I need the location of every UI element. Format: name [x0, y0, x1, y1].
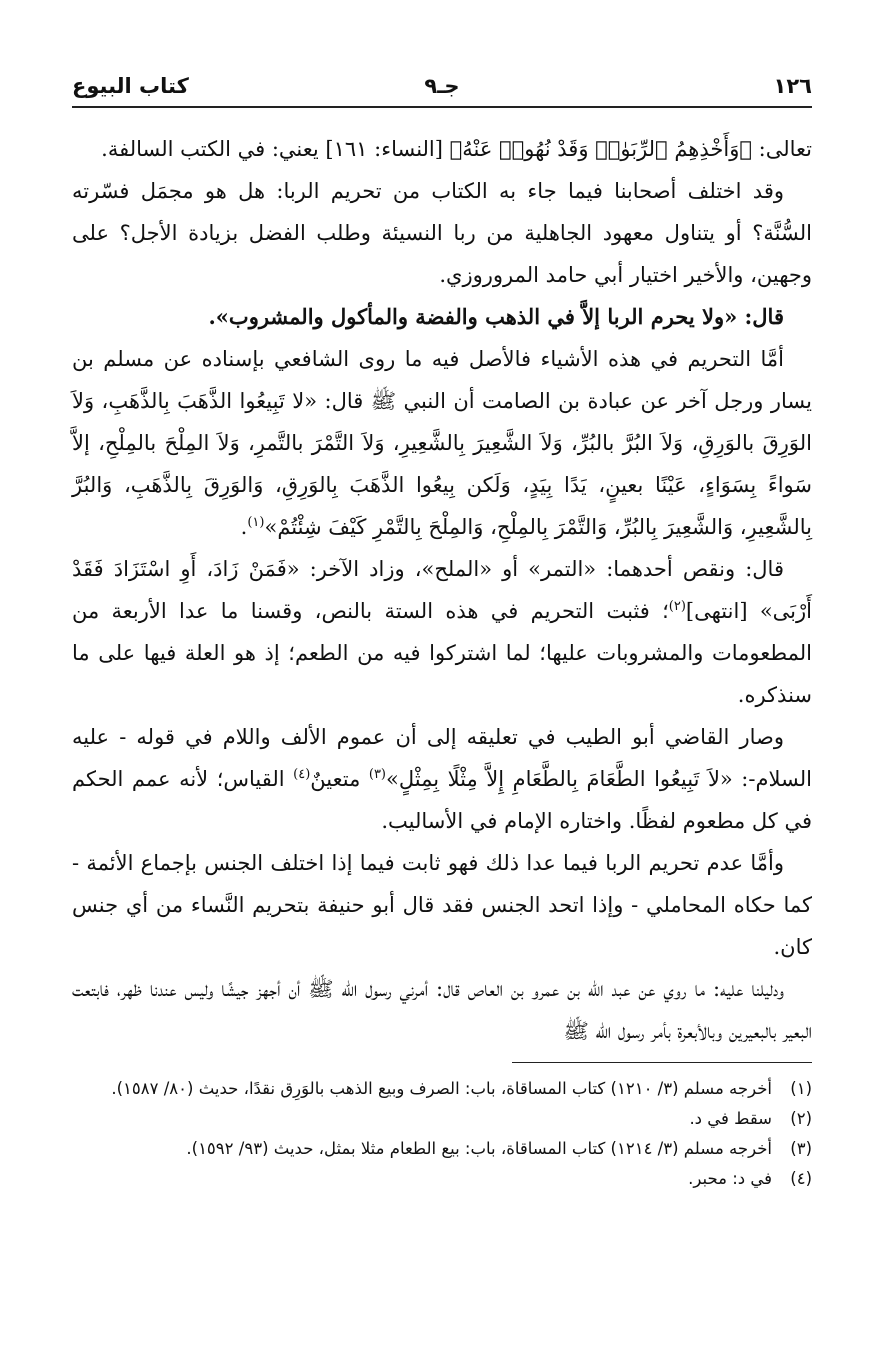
footnote-text: أخرجه مسلم (٣/ ١٢١٤) كتاب المساقاة، باب: بيع الطعام مثلا بمثل، حديث (٩٣/ ١٥٩٢). — [186, 1139, 772, 1158]
footnote — [72, 1104, 812, 1134]
footnote-ref: (٢) — [668, 599, 686, 614]
footnote-ref: (٣) — [368, 767, 386, 782]
book-page — [72, 72, 812, 1188]
paragraph-text: تعالى: ﴿وَأَخْذِهِمُ ٱلرِّبَوٰا۟ وَقَدْ نُهُوا۟ عَنْهُ﴾ [النساء: ١٦١] يعني: في الكتب السالفة. — [101, 137, 812, 161]
paragraph-text: ودليلنا عليه: ما روي عن عبد الله بن عمرو بن العاص قال: أمرني رسول الله ﷺ أن أجهز جيشًا وليس عندنا ظهر، فابتعت البعير بالبعيرين وبالأبعرة بأمر رسول الله ﷺ — [72, 977, 812, 1043]
paragraph-text-middle: متعينٌ — [310, 767, 369, 791]
footnote-divider — [512, 1062, 812, 1063]
paragraph-text-end: . — [240, 515, 248, 539]
paragraph-disagreement — [72, 170, 812, 296]
paragraph-text: وصار القاضي أبو الطيب في تعليقه إلى أن عموم الألف واللام في قوله - عليه السلام-: «لاَ تَبِيعُوا الطَّعَامَ بِالطَّعَامِ إِلاَّ مِثْلًا بِمِثْلٍ» — [72, 725, 812, 791]
footnote-text: أخرجه مسلم (٣/ ١٢١٠) كتاب المساقاة، باب: الصرف وبيع الذهب بالوَرِق نقدًا، حديث (٨٠/ ١٥٨٧). — [111, 1079, 772, 1098]
footnote-number: (٣) — [790, 1139, 812, 1158]
paragraph-qadi-abu-tayyib — [72, 716, 812, 842]
main-text — [72, 128, 812, 1052]
paragraph-quran-verse — [72, 128, 812, 170]
footnote — [72, 1164, 812, 1194]
footnote-number: (٤) — [790, 1169, 812, 1188]
paragraph-text: قال: «ولا يحرم الربا إلاَّ في الذهب والفضة والمأكول والمشروب». — [208, 304, 784, 329]
paragraph-evidence — [72, 968, 812, 1052]
paragraph-text: أمَّا التحريم في هذه الأشياء فالأصل فيه ما روى الشافعي بإسناده عن مسلم بن يسار ورجل آخر عن عبادة بن الصامت أن النبي ﷺ قال: «لا تَبِيعُوا الذَّهَبَ بِالذَّهَبِ، وَلاَ الوَرِقَ بالوَرِقِ، وَلاَ البُرَّ بالبُرِّ، وَلاَ الشَّعِيرَ بِالشَّعِيرِ، وَلاَ التَّمْرَ بالتَّمرِ، وَلاَ المِلْحَ بالمِلْحِ، إلاَّ سَواءً بِسَوَاءٍ، عَيْنًا بعينٍ، يَدًا بِيَدٍ، وَلَكن بِيعُوا الذَّهَبَ بِالوَرِقِ، وَالوَرِقَ بِالذَّهَبِ، وَالبُرَّ بِالشَّعِيرِ، وَالشَّعِيرَ بِالبُرِّ، وَالتَّمْرَ بِالمِلْحِ، وَالمِلْحَ بِالتَّمْرِ كَيْفَ شِئْتُمْ» — [72, 347, 812, 539]
footnote-text: سقط في د. — [689, 1109, 772, 1128]
paragraph-text: قال: ونقص أحدهما: «التمر» أو «الملح»، وزاد الآخر: «فَمَنْ زَادَ، أَوِ اسْتَزَادَ فَقَدْ أَرْبَى» [انتهى] — [72, 557, 812, 623]
footnote-ref: (١) — [247, 515, 265, 530]
footnote-text: في د: محبر. — [688, 1169, 772, 1188]
paragraph-text-end: القياس؛ لأنه عمم الحكم في كل مطعوم لفظًا. واختاره الإمام في الأساليب. — [72, 767, 812, 833]
paragraph-no-riba-otherwise — [72, 842, 812, 968]
book-title: كتاب البيوع — [72, 74, 189, 98]
paragraph-matn-quote — [72, 296, 812, 338]
footnote-number: (١) — [790, 1079, 812, 1098]
footnotes — [72, 1074, 812, 1194]
paragraph-text: وقد اختلف أصحابنا فيما جاء به الكتاب من تحريم الربا: هل هو مجمَل فسّرته السُّنَّة؟ أو يتناول معهود الجاهلية من ربا النسيئة وطلب الفضل بزيادة الأجل؟ على وجهين، والأخير اختيار أبي حامد المروروزي. — [72, 179, 812, 287]
footnote — [72, 1134, 812, 1164]
volume-label: جـ٩ — [424, 74, 460, 98]
footnote-number: (٢) — [790, 1109, 812, 1128]
footnote-ref: (٤) — [293, 767, 311, 782]
paragraph-hadith-ubada — [72, 338, 812, 548]
paragraph-text-end: ؛ فثبت التحريم في هذه الستة بالنص، وقسنا ما عدا الأربعة من المطعومات والمشروبات عليها؛ لما اشتركوا فيه من الطعم؛ إذ هو العلة فيها على ما سنذكره. — [72, 599, 812, 707]
footnote — [72, 1074, 812, 1104]
running-header — [72, 72, 812, 108]
page-number: ١٢٦ — [773, 74, 812, 98]
paragraph-text: وأمَّا عدم تحريم الربا فيما عدا ذلك فهو ثابت فيما إذا اختلف الجنس بإجماع الأئمة - كما حكاه المحاملي - وإذا اتحد الجنس فقد قال أبو حنيفة بتحريم النَّساء من أي جنس كان. — [72, 851, 812, 959]
paragraph-narration-difference — [72, 548, 812, 716]
